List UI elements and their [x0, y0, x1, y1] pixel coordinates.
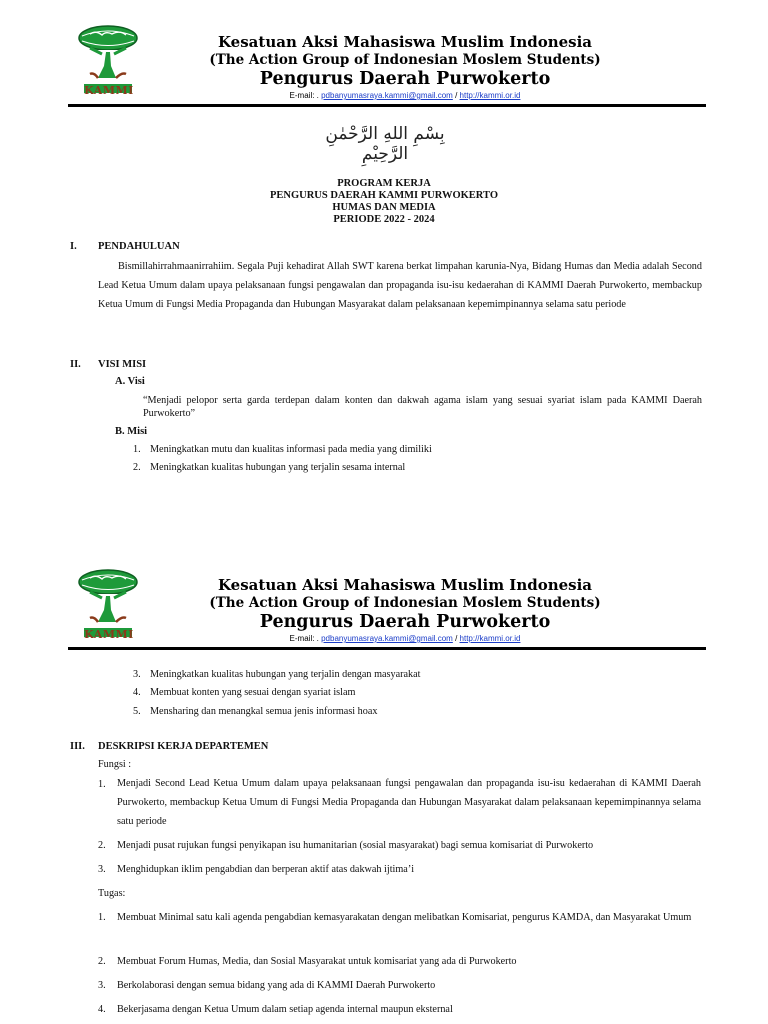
org-title: Kesatuan Aksi Mahasiswa Muslim Indonesia	[217, 33, 593, 51]
tugas-label: Tugas:	[98, 888, 126, 899]
program-line-4: PERIODE 2022 - 2024	[333, 214, 435, 225]
tugas-item-4: Bekerjasama dengan Ketua Umum dalam setiap agenda internal maupun eksternal	[117, 1004, 453, 1015]
section-1-number: I.	[70, 241, 77, 252]
email-prefix: E-mail: .	[289, 91, 322, 100]
separator: /	[452, 91, 460, 100]
org-title-page-2: Kesatuan Aksi Mahasiswa Muslim Indonesia	[217, 576, 593, 594]
org-branch: Pengurus Daerah Purwokerto	[259, 69, 551, 89]
misi-item-3-num: 3.	[133, 669, 141, 680]
misi-item-2: Meningkatkan kualitas hubungan yang terjalin sesama internal	[150, 462, 406, 473]
tugas-item-2: Membuat Forum Humas, Media, dan Sosial Masyarakat untuk komisariat yang ada di Purwokerto	[117, 956, 517, 967]
program-title	[180, 178, 588, 226]
email-prefix: E-mail: .	[289, 634, 322, 643]
logo-text-page-2: KAMMI	[84, 628, 134, 641]
misi-item-5: Mensharing dan menangkal semua jenis informasi hoax	[150, 706, 378, 717]
fungsi-item-2-num: 2.	[98, 840, 106, 851]
contact-line-page-2	[180, 634, 630, 643]
misi-item-1-num: 1.	[133, 444, 141, 455]
tugas-item-3: Berkolaborasi dengan semua bidang yang ada di KAMMI Daerah Purwokerto	[117, 980, 436, 991]
fungsi-item-1: Menjadi Second Lead Ketua Umum dalam upaya pelaksanaan fungsi pengawalan dan propaganda isu-isu kedaerahan di KAMMI Daerah Purwokerto, membackup Ketua Umum di Fungsi Media Propaganda dan Hubungan Masyarakat dalam pelaksanaan kepemimpinannya selama satu periode	[117, 778, 701, 827]
header-rule-page-2	[68, 647, 706, 650]
tugas-item-1-num: 1.	[98, 912, 106, 923]
misi-item-4: Membuat konten yang sesuai dengan syariat islam	[150, 687, 356, 698]
logo-text: KAMMI	[84, 84, 134, 97]
misi-label: B. Misi	[115, 426, 148, 437]
email-link[interactable]: pdbanyumasraya.kammi@gmail.com	[321, 634, 453, 643]
section-1-title: PENDAHULUAN	[98, 241, 180, 252]
fungsi-item-2: Menjadi pusat rujukan fungsi penyikapan isu humanitarian (sosial masyarakat) bagi semua komisariat di Purwokerto	[117, 840, 594, 851]
website-link[interactable]: http://kammi.or.id	[459, 634, 521, 643]
program-line-1: PROGRAM KERJA	[337, 178, 431, 189]
program-line-3: HUMAS DAN MEDIA	[332, 202, 436, 213]
misi-item-2-num: 2.	[133, 462, 141, 473]
fungsi-item-1-num: 1.	[98, 779, 106, 790]
misi-item-1: Meningkatkan mutu dan kualitas informasi pada media yang dimiliki	[150, 444, 432, 455]
org-branch-page-2: Pengurus Daerah Purwokerto	[259, 612, 551, 632]
visi-label: A. Visi	[115, 376, 145, 387]
separator: /	[452, 634, 460, 643]
visi-text: “Menjadi pelopor serta garda terdepan dalam konten dan dakwah agama islam yang sesuai syariat islam pada KAMMI Daerah Purwokerto”	[143, 395, 702, 419]
section-1-paragraph: Bismillahirrahmaanirrahiim. Segala Puji kehadirat Allah SWT karena berkat limpahan karunia-Nya, Bidang Humas dan Media adalah Second Lead Ketua Umum dalam upaya pelaksanaan fungsi pengawalan dan propaganda isu-isu kedaerahan di KAMMI Daerah Purwokerto, membackup Ketua Umum di Fungsi Media Propaganda dan Hubungan Masyarakat dalam pelaksanaan kepemimpinannya selama satu periode	[98, 261, 702, 310]
fungsi-item-3-num: 3.	[98, 864, 106, 875]
misi-item-3: Meningkatkan kualitas hubungan yang terjalin dengan masyarakat	[150, 669, 421, 680]
section-3-number: III.	[70, 741, 85, 752]
section-2-number: II.	[70, 359, 81, 370]
tugas-item-4-num: 4.	[98, 1004, 106, 1015]
tugas-item-3-num: 3.	[98, 980, 106, 991]
email-link[interactable]: pdbanyumasraya.kammi@gmail.com	[321, 91, 453, 100]
tugas-item-1: Membuat Minimal satu kali agenda pengabdian kemasyarakatan dengan melibatkan Komisariat, pengurus KAMDA, dan Masyarakat Umum	[117, 912, 692, 923]
section-2-title: VISI MISI	[98, 359, 147, 370]
fungsi-label: Fungsi :	[98, 759, 132, 770]
misi-item-4-num: 4.	[133, 687, 141, 698]
program-line-2: PENGURUS DAERAH KAMMI PURWOKERTO	[269, 190, 499, 201]
header-rule	[68, 104, 706, 107]
fungsi-item-3: Menghidupkan iklim pengabdian dan berperan aktif atas dakwah ijtima’i	[117, 864, 415, 875]
section-3-title: DESKRIPSI KERJA DEPARTEMEN	[98, 741, 269, 752]
org-subtitle: (The Action Group of Indonesian Moslem Students)	[209, 52, 601, 68]
tugas-item-2-num: 2.	[98, 956, 106, 967]
basmalah: بِسْمِ اللهِ الرَّحْمٰنِ الرَّحِيْمِ	[325, 124, 445, 164]
website-link[interactable]: http://kammi.or.id	[459, 91, 521, 100]
misi-item-5-num: 5.	[133, 706, 141, 717]
contact-line	[180, 91, 630, 100]
org-subtitle-page-2: (The Action Group of Indonesian Moslem Students)	[209, 595, 601, 611]
